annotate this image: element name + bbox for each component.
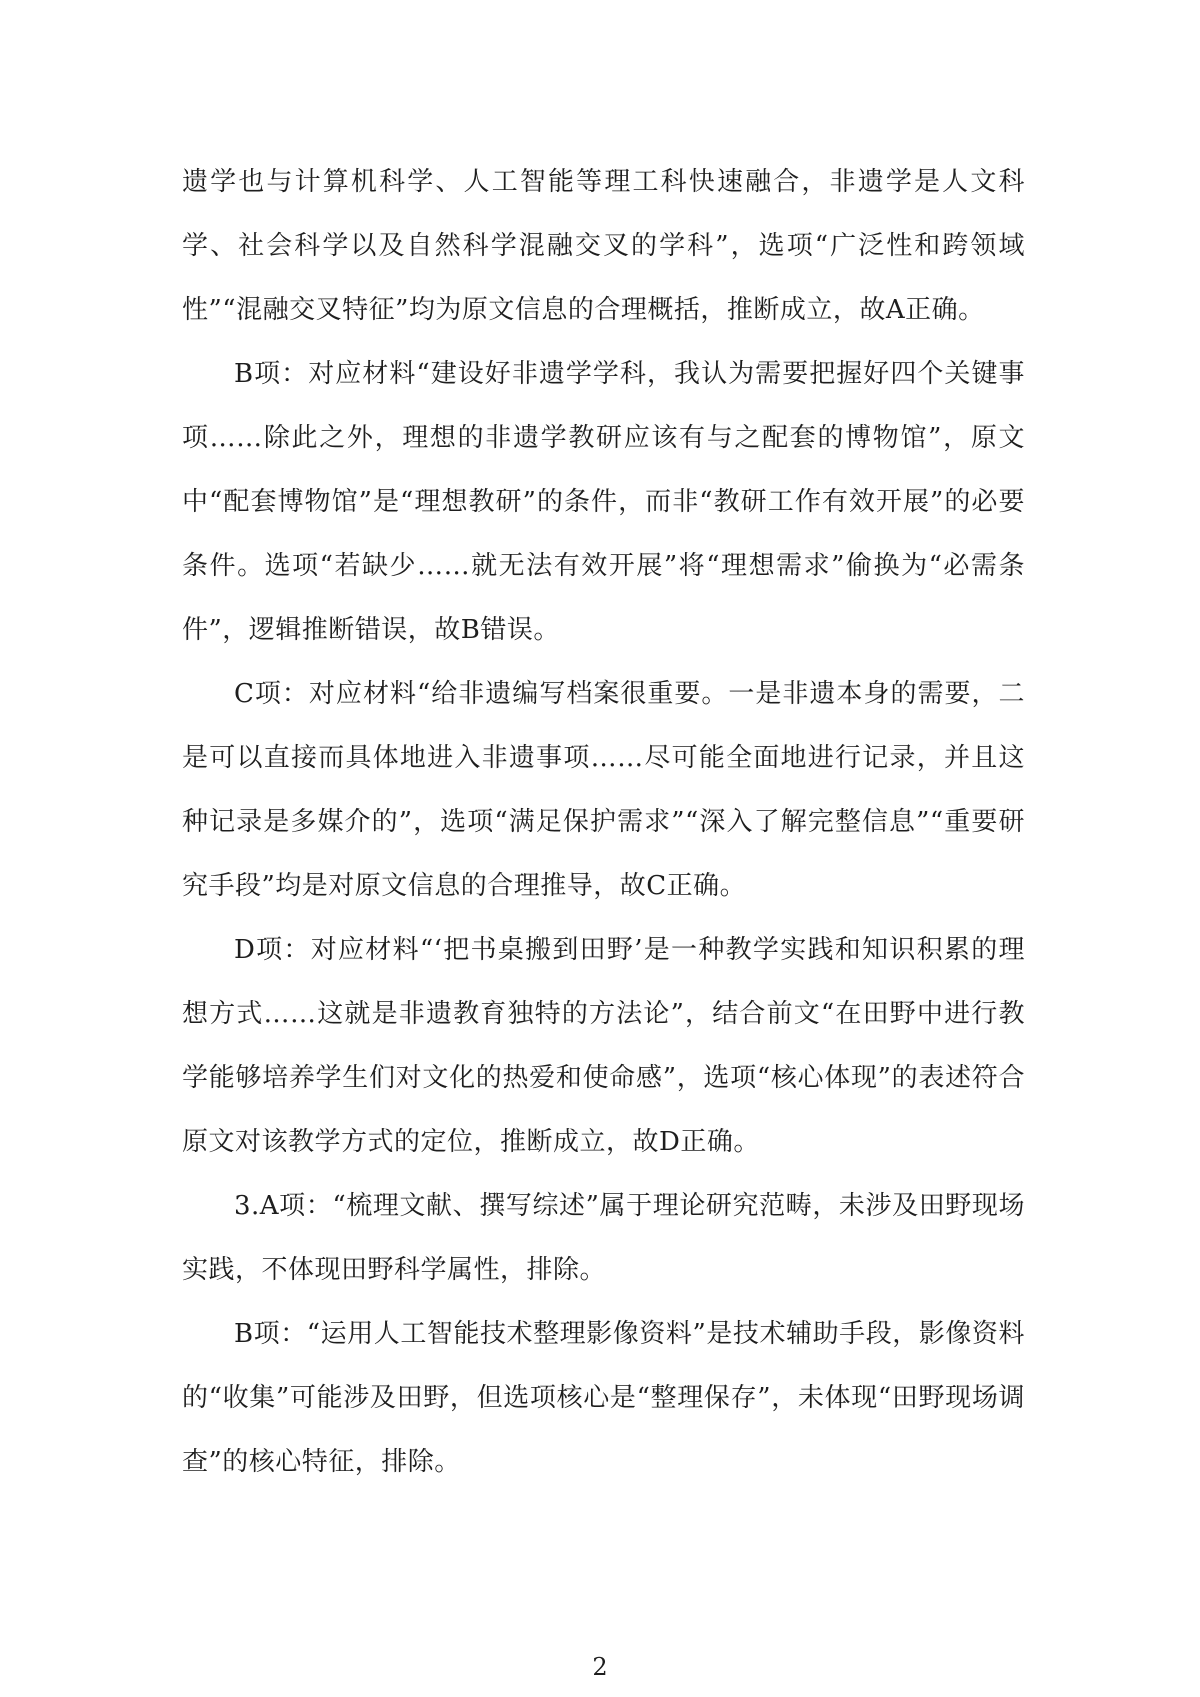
body-text xyxy=(182,150,1025,1494)
paragraph-option-c: C项：对应材料“给非遗编写档案很重要。一是非遗本身的需要，二是可以直接而具体地进入非遗事项……尽可能全面地进行记录，并且这种记录是多媒介的”，选项“满足保护需求”“深入了解完整信息”“重要研究手段”均是对原文信息的合理推导，故C正确。 xyxy=(182,679,1025,901)
page-number: 2 xyxy=(592,1653,608,1681)
paragraph-question-3-option-b: B项：“运用人工智能技术整理影像资料”是技术辅助手段，影像资料的“收集”可能涉及田野，但选项核心是“整理保存”，未体现“田野现场调查”的核心特征，排除。 xyxy=(182,1319,1025,1477)
paragraph-question-3-option-a: 3.A项：“梳理文献、撰写综述”属于理论研究范畴，未涉及田野现场实践，不体现田野科学属性，排除。 xyxy=(182,1191,1025,1285)
paragraph-option-d: D项：对应材料“‘把书桌搬到田野’是一种教学实践和知识积累的理想方式……这就是非遗教育独特的方法论”，结合前文“在田野中进行教学能够培养学生们对文化的热爱和使命感”，选项“核心体现”的表述符合原文对该教学方式的定位，推断成立，故D正确。 xyxy=(182,935,1025,1157)
paragraph-option-a-continued: 遗学也与计算机科学、人工智能等理工科快速融合，非遗学是人文科学、社会科学以及自然科学混融交叉的学科”，选项“广泛性和跨领域性”“混融交叉特征”均为原文信息的合理概括，推断成立，故A正确。 xyxy=(182,167,1025,325)
paragraph-option-b: B项：对应材料“建设好非遗学学科，我认为需要把握好四个关键事项……除此之外，理想的非遗学教研应该有与之配套的博物馆”，原文中“配套博物馆”是“理想教研”的条件，而非“教研工作有效开展”的必要条件。选项“若缺少……就无法有效开展”将“理想需求”偷换为“必需条件”，逻辑推断错误，故B错误。 xyxy=(182,359,1025,645)
